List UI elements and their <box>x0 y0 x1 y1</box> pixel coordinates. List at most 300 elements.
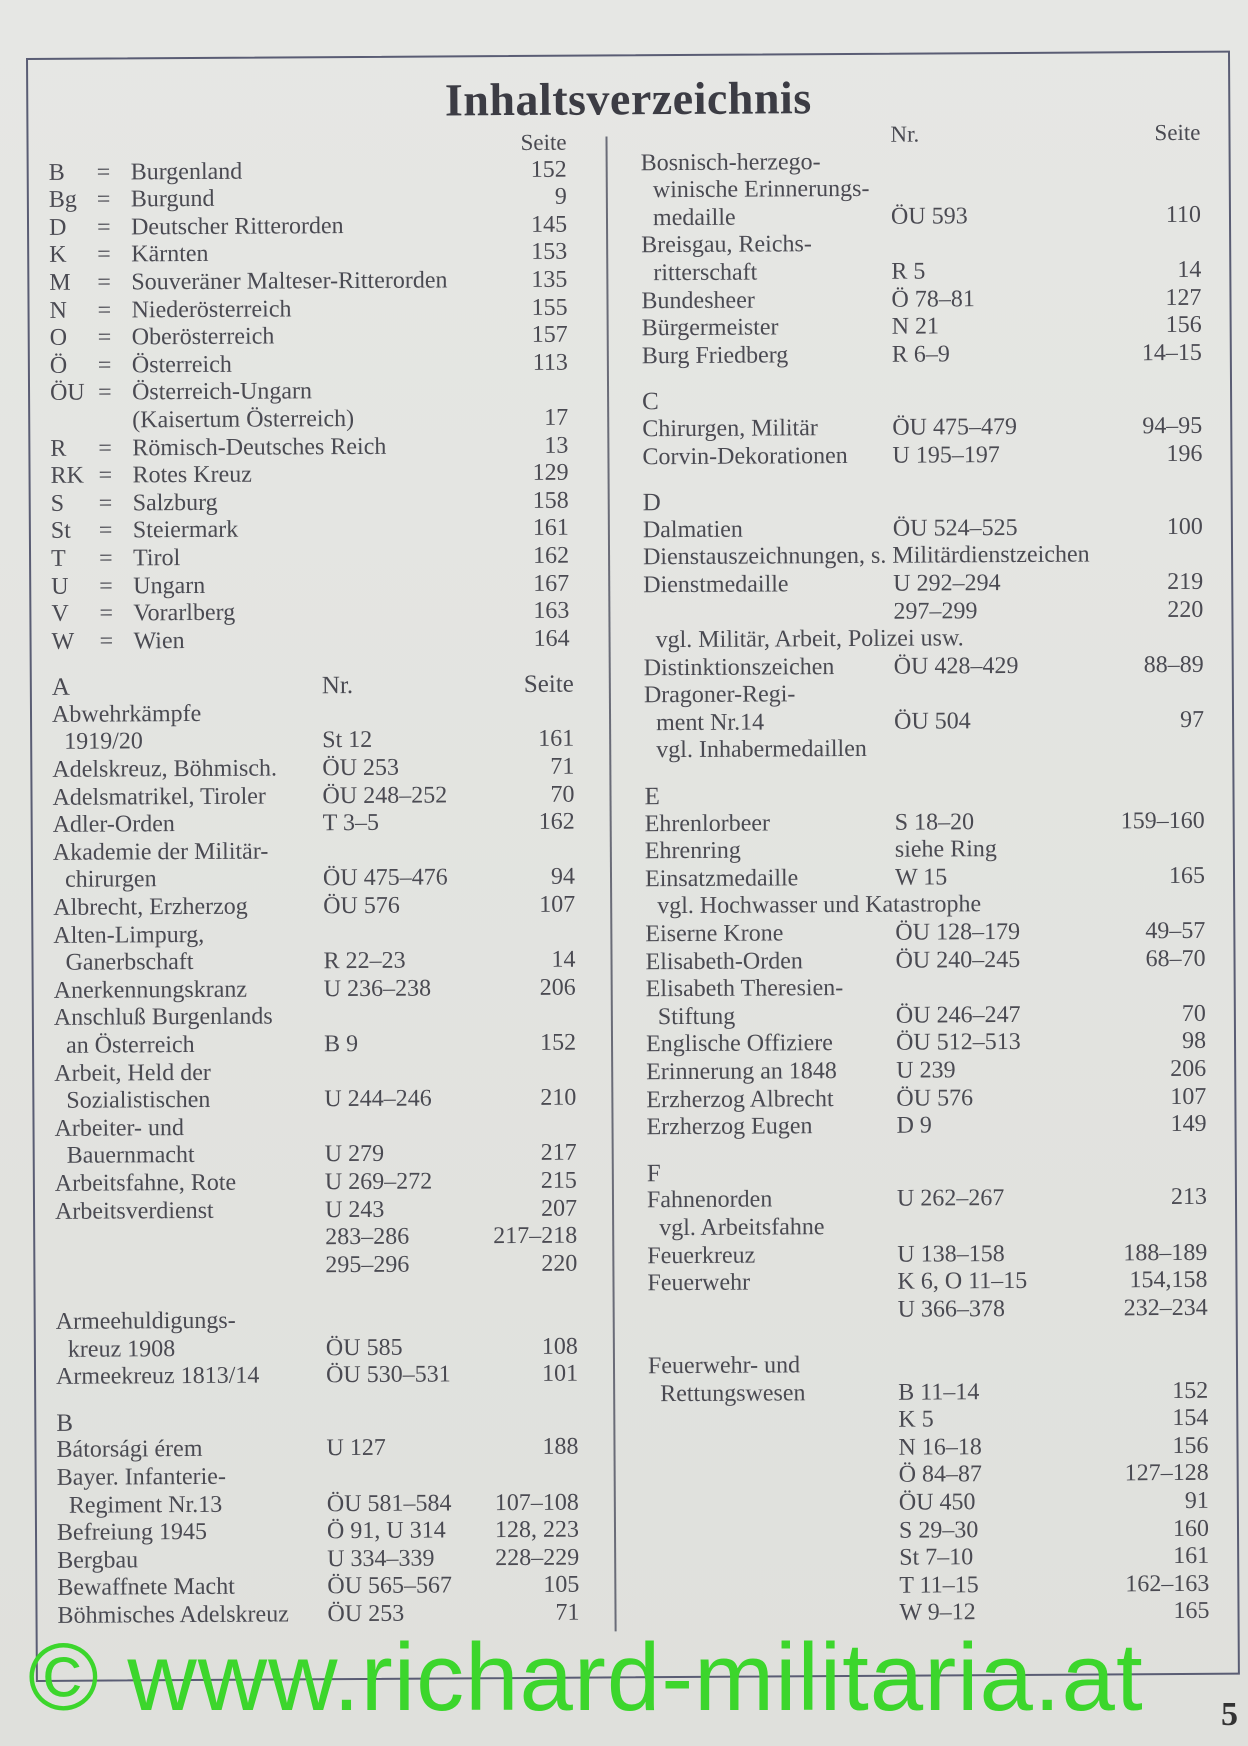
entry-nr: U 236–238 <box>323 975 432 1003</box>
entry-page: 71 <box>555 1599 580 1626</box>
section-letter: B <box>56 1409 74 1437</box>
entry-nr: ÖU 253 <box>322 754 400 782</box>
entry-nr: ÖU 428–429 <box>893 652 1019 680</box>
abbrev-name: Tirol <box>132 544 181 572</box>
index-entry <box>642 340 1202 371</box>
section-letter: E <box>644 783 660 811</box>
abbrev-page: 145 <box>530 211 568 238</box>
right-header-row <box>640 119 1200 150</box>
index-entry <box>646 1028 1206 1059</box>
entry-page: 165 <box>1168 862 1206 889</box>
entry-name: Albrecht, Erzherzog <box>53 893 248 921</box>
index-entry <box>52 781 602 812</box>
abbrev-equals: = <box>98 435 113 462</box>
entry-page: 108 <box>541 1333 578 1360</box>
abbrev-row <box>50 404 600 435</box>
index-entry <box>645 890 1205 921</box>
index-entry <box>54 1112 604 1143</box>
index-entry <box>641 257 1201 288</box>
abbrev-page: 163 <box>533 597 570 625</box>
entry-nr: U 243 <box>324 1196 385 1223</box>
abbrev-row <box>51 625 601 656</box>
entry-name: Einsatzmedaille <box>644 865 799 893</box>
entry-nr: K 6, O 11–15 <box>897 1268 1028 1295</box>
abbrev-code: O <box>49 324 68 352</box>
abbrev-page: 164 <box>533 625 570 652</box>
entry-page: 128, 223 <box>494 1516 580 1544</box>
entry-nr: U 279 <box>324 1141 385 1168</box>
entry-page: 68–70 <box>1145 945 1206 972</box>
index-entry <box>647 1184 1207 1215</box>
abbrev-equals: = <box>98 490 113 517</box>
abbrev-name: Niederösterreich <box>131 295 292 323</box>
index-entry <box>53 892 603 923</box>
entry-name: Bátorsági érem <box>56 1436 203 1464</box>
abbrev-row <box>50 432 600 463</box>
abbrev-page: 113 <box>532 349 568 376</box>
entry-nr: ÖU 565–567 <box>327 1572 453 1600</box>
entry-nr: 295–296 <box>325 1251 410 1278</box>
abbrev-equals: = <box>97 324 112 351</box>
section-letter-row <box>642 385 1202 416</box>
entry-name: Adelskreuz, Böhmisch. <box>52 755 278 783</box>
index-entry <box>55 1250 605 1281</box>
index-entry <box>645 807 1205 838</box>
column-divider <box>605 136 616 1631</box>
index-entry <box>56 1333 606 1364</box>
entry-name: Feuerwehr- und <box>647 1352 801 1380</box>
abbrev-code: R <box>50 435 67 462</box>
abbrev-code: S <box>50 490 65 517</box>
entry-name: Elisabeth-Orden <box>645 947 803 975</box>
entry-name: ritterschaft <box>653 259 758 287</box>
abbrev-name: Burgund <box>130 186 215 213</box>
abbrev-code: RK <box>50 462 84 489</box>
entry-page: 162 <box>538 808 575 836</box>
entry-page: 70 <box>1181 1000 1206 1027</box>
entry-nr: siehe Ring <box>894 836 997 863</box>
entry-nr: U 269–272 <box>324 1168 433 1196</box>
index-entry <box>56 1434 606 1465</box>
section-letter-row <box>56 1406 606 1437</box>
abbrev-name: Deutscher Ritterorden <box>130 212 344 241</box>
entry-nr: U 244–246 <box>324 1085 432 1113</box>
entry-name: vgl. Inhabermedaillen <box>656 736 867 764</box>
index-entry <box>648 1377 1208 1408</box>
index-entry <box>56 1361 606 1392</box>
index-entry <box>644 734 1204 765</box>
entry-nr: U 292–294 <box>893 569 1001 597</box>
entry-name: Erzherzog Eugen <box>646 1113 813 1141</box>
index-entry <box>643 541 1203 572</box>
abbrev-code: Ö <box>49 352 68 379</box>
index-entry <box>649 1570 1209 1601</box>
index-entry <box>647 1212 1207 1243</box>
entry-page: 98 <box>1181 1028 1207 1055</box>
entry-page: 127–128 <box>1124 1460 1209 1487</box>
entry-page: 161 <box>538 726 575 753</box>
index-entry <box>57 1461 607 1492</box>
entry-name: Anerkennungskranz <box>53 976 248 1004</box>
index-entry <box>642 413 1202 444</box>
entry-name: vgl. Militär, Arbeit, Polizei usw. <box>655 625 964 654</box>
abbrev-name: Kärnten <box>131 241 209 268</box>
entry-page: 107–108 <box>494 1489 579 1516</box>
index-entry <box>53 919 603 950</box>
entry-nr: U 138–158 <box>897 1240 1005 1268</box>
entry-name: Akademie der Militär- <box>52 838 269 866</box>
index-entry <box>54 1085 604 1116</box>
entry-name: Feuerkreuz <box>647 1242 756 1269</box>
entry-nr: ÖU 246–247 <box>895 1001 1021 1029</box>
index-entry <box>53 864 603 895</box>
entry-nr: K 5 <box>898 1406 934 1433</box>
entry-nr: ÖU 450 <box>898 1489 976 1516</box>
entry-nr: T 3–5 <box>322 810 379 837</box>
entry-page: 107 <box>539 891 576 918</box>
entry-name: Bosnisch-herzego- <box>640 148 821 176</box>
entry-page: 228–229 <box>495 1544 580 1571</box>
entry-page: 100 <box>1166 513 1203 540</box>
abbrev-row <box>49 156 599 187</box>
entry-nr: U 195–197 <box>892 441 1000 469</box>
entry-nr: N 21 <box>891 313 940 340</box>
entry-page: 159–160 <box>1120 807 1205 834</box>
abbrev-equals: = <box>97 297 112 324</box>
entry-name: Dalmatien <box>642 516 743 543</box>
index-entry <box>648 1405 1208 1436</box>
entry-page: 94 <box>550 864 576 891</box>
entry-page: 160 <box>1172 1515 1210 1542</box>
entry-nr: ÖU 253 <box>327 1600 405 1628</box>
entry-name: Arbeiter- und <box>54 1114 185 1142</box>
abbrev-equals: = <box>98 545 113 572</box>
index-entry <box>649 1460 1209 1491</box>
section-letter-row <box>644 780 1204 811</box>
entry-page: 71 <box>550 753 575 780</box>
index-entry <box>643 569 1203 600</box>
entry-name: Abwehrkämpfe <box>51 700 202 728</box>
entry-nr: U 239 <box>896 1057 956 1084</box>
abbrev-page: 158 <box>532 487 569 514</box>
abbrev-equals: = <box>99 628 114 655</box>
page-title: Inhaltsverzeichnis <box>444 72 812 126</box>
index-entry <box>646 973 1206 1004</box>
index-entry <box>56 1305 606 1336</box>
entry-page: 49–57 <box>1145 917 1206 945</box>
entry-page: 220 <box>541 1250 578 1277</box>
entry-page: 14 <box>1177 256 1202 283</box>
abbrev-page: 17 <box>544 404 569 431</box>
entry-name: Ehrenlorbeer <box>644 810 771 837</box>
entry-page: 210 <box>540 1084 577 1112</box>
abbrev-name: Souveräner Malteser-Ritterorden <box>131 267 448 296</box>
entry-page: 107 <box>1170 1083 1207 1110</box>
index-entry <box>649 1488 1209 1519</box>
index-entry <box>646 1001 1206 1032</box>
entry-page: 14–15 <box>1141 339 1202 366</box>
index-entry <box>641 229 1201 260</box>
index-entry <box>644 679 1204 710</box>
entry-name: Armeekreuz 1813/14 <box>55 1362 260 1390</box>
index-entry <box>53 947 603 978</box>
entry-page: 206 <box>1170 1055 1207 1083</box>
entry-nr: ÖU 240–245 <box>895 946 1021 974</box>
entry-nr: U 334–339 <box>327 1545 435 1572</box>
entry-name: Fahnenorden <box>646 1186 773 1214</box>
entry-name: Arbeit, Held der <box>54 1059 211 1087</box>
entry-page: 161 <box>1173 1542 1210 1570</box>
index-entry <box>646 1083 1206 1114</box>
right-column <box>640 119 1209 1629</box>
index-entry <box>645 918 1205 949</box>
abbrev-page: 155 <box>531 294 568 321</box>
abbrev-name: Österreich <box>131 351 232 379</box>
abbrev-code: D <box>48 214 67 241</box>
index-entry <box>644 652 1204 683</box>
entry-name: Sozialistischen <box>66 1087 211 1114</box>
entry-name: Bundesheer <box>641 287 755 314</box>
entry-page: 97 <box>1179 706 1205 733</box>
abbrev-header-row <box>48 129 598 160</box>
section-letter-row <box>647 1157 1207 1188</box>
entry-name: ment Nr.14 <box>655 709 765 737</box>
entry-name: vgl. Hochwasser und Katastrophe <box>657 891 982 920</box>
index-entry <box>643 514 1203 545</box>
entry-name: Burg Friedberg <box>641 342 789 369</box>
entry-page: 152 <box>1172 1377 1209 1404</box>
entry-name: Distinktionszeichen <box>643 653 835 681</box>
entry-name: vgl. Arbeitsfahne <box>659 1214 825 1242</box>
entry-name: Breisgau, Reichs- <box>641 231 812 259</box>
abbrev-row <box>50 349 600 380</box>
abbrev-equals: = <box>96 214 111 241</box>
abbrev-row <box>49 211 599 242</box>
abbrev-row <box>49 239 599 270</box>
index-entry <box>57 1572 607 1603</box>
entry-nr: ÖU 576 <box>896 1084 974 1112</box>
index-entry <box>645 945 1205 976</box>
entry-nr: ÖU 585 <box>325 1334 403 1361</box>
abbreviation-list <box>49 156 602 656</box>
index-entry <box>53 836 603 867</box>
abbrev-page-header: Seite <box>520 129 567 155</box>
entry-nr: ÖU 524–525 <box>892 514 1018 542</box>
section-letter: F <box>646 1159 661 1188</box>
abbrev-equals: = <box>97 269 111 296</box>
entry-nr: U 127 <box>326 1435 386 1462</box>
entry-nr: U 262–267 <box>896 1185 1005 1213</box>
index-entry <box>646 1056 1206 1087</box>
entry-name: Dienstauszeichnungen, s. Militärdienstzeichen <box>642 541 1090 571</box>
entry-page: 215 <box>540 1167 577 1194</box>
entry-name: Erzherzog Albrecht <box>646 1085 834 1113</box>
abbrev-row <box>51 598 601 629</box>
index-entry <box>641 284 1201 315</box>
entry-name: Adelsmatrikel, Tiroler <box>52 783 266 811</box>
entry-name: medaille <box>652 204 736 231</box>
abbrev-page: 161 <box>532 515 569 542</box>
abbrev-page: 162 <box>532 542 570 569</box>
entry-nr: B 11–14 <box>898 1378 980 1406</box>
entry-nr: ÖU 576 <box>323 892 400 920</box>
page-column-header: Seite <box>523 670 574 699</box>
entry-page: 94–95 <box>1142 412 1203 440</box>
abbrev-code: M <box>49 269 71 296</box>
entry-page: 165 <box>1173 1598 1210 1625</box>
abbrev-name: Vorarlberg <box>133 599 236 627</box>
entry-name: Befreiung 1945 <box>56 1519 208 1546</box>
entry-nr: T 11–15 <box>899 1571 979 1599</box>
abbrev-name: Österreich-Ungarn <box>131 378 313 406</box>
entry-page: 14 <box>551 946 576 974</box>
entry-nr: ÖU 530–531 <box>325 1361 451 1389</box>
entry-name: Bürgermeister <box>641 314 779 342</box>
abbrev-page: 13 <box>544 432 569 459</box>
index-entry <box>648 1350 1208 1381</box>
entry-name: 1919/20 <box>64 728 143 756</box>
entry-name: Englische Offiziere <box>645 1030 833 1058</box>
index-entry <box>642 312 1202 343</box>
abbrev-row <box>51 515 601 546</box>
entry-name: Alten-Limpurg, <box>53 921 205 949</box>
abbrev-row <box>51 542 601 573</box>
index-entry <box>642 440 1202 471</box>
entry-name: Chirurgen, Militär <box>642 415 818 443</box>
index-entry <box>52 754 602 785</box>
abbrev-row <box>51 570 601 601</box>
entry-name: Corvin-Dekorationen <box>642 442 848 470</box>
entry-nr: Ö 84–87 <box>898 1461 983 1489</box>
entry-page: 110 <box>1165 201 1202 228</box>
entry-page: 213 <box>1170 1184 1208 1211</box>
section-letter: D <box>642 489 661 517</box>
entry-name: Arbeitsverdienst <box>54 1197 214 1225</box>
right-nr-header: Nr. <box>890 121 920 147</box>
entry-nr: ÖU 581–584 <box>326 1489 452 1517</box>
abbrev-equals: = <box>99 572 113 600</box>
entry-page: 101 <box>541 1360 579 1387</box>
section-letter-row <box>643 486 1203 517</box>
entry-name: Böhmisches Adelskreuz <box>57 1601 289 1629</box>
left-column <box>48 129 607 1631</box>
entry-name: chirurgen <box>64 866 157 894</box>
abbrev-equals: = <box>96 186 111 213</box>
entry-nr: Ö 78–81 <box>891 285 975 313</box>
entry-nr: St 7–10 <box>899 1544 974 1571</box>
abbrev-code: W <box>51 628 75 655</box>
abbrev-code: K <box>49 242 67 269</box>
abbrev-equals: = <box>97 352 112 379</box>
abbrev-name: (Kaisertum Österreich) <box>132 405 355 434</box>
entry-page: 196 <box>1166 440 1203 467</box>
entry-page: 188–189 <box>1123 1239 1208 1266</box>
entry-nr: R 6–9 <box>891 341 950 368</box>
entry-page: 188 <box>542 1433 579 1461</box>
abbrev-page: 152 <box>530 156 567 183</box>
abbrev-equals: = <box>96 159 111 186</box>
index-entry <box>647 1267 1207 1298</box>
entry-nr: R 22–23 <box>323 947 406 975</box>
entry-nr: W 15 <box>894 864 948 891</box>
abbrev-equals: = <box>99 600 114 627</box>
entry-nr: N 16–18 <box>898 1433 982 1461</box>
entry-page: 217–218 <box>493 1222 578 1250</box>
abbrev-name: Salzburg <box>132 489 218 517</box>
abbrev-equals: = <box>98 462 113 489</box>
entry-page: 156 <box>1172 1432 1209 1459</box>
entry-name: Armeehuldigungs- <box>55 1307 236 1335</box>
entry-name: Adler-Orden <box>52 811 175 839</box>
abbrev-code: ÖU <box>49 379 85 407</box>
entry-name: an Österreich <box>65 1031 195 1059</box>
entry-name: Bauernmacht <box>66 1142 195 1170</box>
index-entry <box>646 1111 1206 1142</box>
abbrev-name: Oberösterreich <box>131 323 275 351</box>
entry-name: Ehrenring <box>644 837 741 865</box>
abbrev-page: 167 <box>533 570 570 597</box>
abbrev-equals: = <box>97 241 111 268</box>
entry-page: 154,158 <box>1129 1266 1208 1294</box>
entry-page: 156 <box>1165 311 1202 339</box>
abbrev-code: St <box>50 518 71 545</box>
entry-page: 88–89 <box>1143 651 1204 678</box>
abbrev-row <box>50 460 600 491</box>
abbrev-page: 153 <box>531 239 568 266</box>
abbrev-row <box>51 487 601 518</box>
page-frame <box>26 51 1240 1682</box>
entry-nr: S 29–30 <box>898 1516 979 1544</box>
entry-page: 206 <box>539 974 576 1001</box>
section-letter-row <box>52 671 602 702</box>
index-entry <box>648 1322 1208 1353</box>
entry-page: 149 <box>1170 1110 1207 1138</box>
entry-name: Ganerbschaft <box>65 949 194 976</box>
index-entry <box>54 1057 604 1088</box>
index-entry <box>54 1029 604 1060</box>
entry-name: Bayer. Infanterie- <box>56 1463 226 1491</box>
index-entry <box>57 1544 607 1575</box>
abbrev-name: Römisch-Deutsches Reich <box>132 433 387 461</box>
index-entry <box>54 1002 604 1033</box>
entry-page: 91 <box>1184 1487 1209 1514</box>
entry-nr: ÖU 248–252 <box>322 782 448 809</box>
index-entry <box>649 1543 1209 1574</box>
entry-nr: B 9 <box>323 1030 359 1058</box>
entry-page: 152 <box>539 1029 577 1056</box>
index-entry <box>643 624 1203 655</box>
entry-nr: 297–299 <box>893 597 978 625</box>
abbrev-code: N <box>49 297 67 324</box>
entry-name: Elisabeth Theresien- <box>645 975 844 1003</box>
entry-nr: ÖU 475–479 <box>892 413 1018 441</box>
left-index-sections <box>52 671 608 1631</box>
entry-name: Dragoner-Regi- <box>643 681 796 709</box>
abbrev-row <box>50 322 600 353</box>
abbrev-page: 135 <box>531 266 568 293</box>
abbrev-row <box>49 294 599 325</box>
entry-name: Bewaffnete Macht <box>57 1574 235 1602</box>
index-entry <box>57 1517 607 1548</box>
abbrev-code: T <box>50 545 66 572</box>
index-entry <box>55 1278 605 1309</box>
entry-name: Feuerwehr <box>647 1269 751 1297</box>
entry-nr: ÖU 593 <box>890 203 968 230</box>
index-entry <box>645 863 1205 894</box>
abbrev-equals: = <box>97 379 112 406</box>
page-number: 5 <box>1221 1696 1238 1733</box>
index-entry <box>52 698 602 729</box>
